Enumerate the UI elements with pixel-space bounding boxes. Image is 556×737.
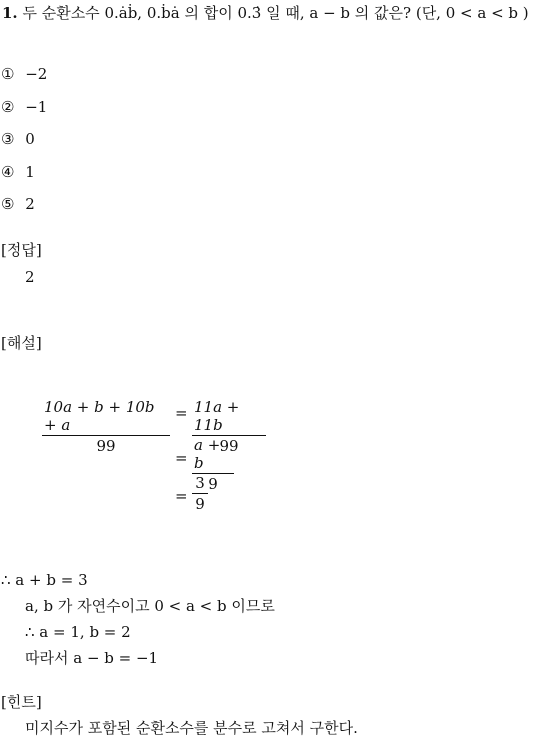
question-number: 1. bbox=[2, 4, 18, 22]
solution-line-3: ∴ a = 1, b = 2 bbox=[25, 623, 131, 641]
choice-3[interactable] bbox=[1, 130, 35, 148]
fraction-denominator: 9 bbox=[208, 475, 218, 493]
fraction-rhs-3 bbox=[192, 474, 208, 513]
choice-value: −1 bbox=[25, 98, 48, 116]
fraction-lhs bbox=[42, 398, 170, 455]
solution-line-4: 따라서 a − b = −1 bbox=[25, 649, 159, 667]
fraction-numerator: a + b bbox=[194, 436, 221, 472]
fraction-numerator: 3 bbox=[195, 474, 205, 492]
question-text: 두 순환소수 0.ȧḃ, 0.ḃȧ 의 합이 0.3̇ 일 때, a − b 의 값은? (단, 0 < a < b ) bbox=[22, 4, 529, 22]
question-line bbox=[2, 4, 529, 22]
choice-value: 2 bbox=[25, 195, 35, 213]
choice-mark: ④ bbox=[1, 163, 15, 181]
answer-label: [정답] bbox=[1, 241, 42, 259]
fraction-numerator: 11a + 11b bbox=[194, 398, 240, 434]
answer-value: 2 bbox=[25, 268, 35, 286]
choice-mark: ② bbox=[1, 98, 15, 116]
choice-value: 1 bbox=[25, 163, 35, 181]
fraction-numerator: 10a + b + 10b + a bbox=[44, 398, 155, 434]
choice-mark: ① bbox=[1, 65, 15, 83]
solution-line-1: ∴ a + b = 3 bbox=[1, 571, 88, 589]
fraction-bar bbox=[192, 493, 208, 494]
choice-mark: ⑤ bbox=[1, 195, 15, 213]
choice-4[interactable] bbox=[1, 163, 35, 181]
choice-2[interactable] bbox=[1, 98, 47, 116]
choice-value: 0 bbox=[25, 130, 35, 148]
equals-sign: = bbox=[175, 487, 188, 505]
hint-text: 미지수가 포함된 순환소수를 분수로 고쳐서 구한다. bbox=[25, 719, 358, 737]
fraction-bar bbox=[42, 435, 170, 436]
solution-label: [해설] bbox=[1, 334, 42, 352]
hint-label: [힌트] bbox=[1, 693, 42, 711]
fraction-denominator: 99 bbox=[96, 437, 116, 455]
choice-mark: ③ bbox=[1, 130, 15, 148]
choice-value: −2 bbox=[25, 65, 48, 83]
choice-5[interactable] bbox=[1, 195, 35, 213]
solution-line-2: a, b 가 자연수이고 0 < a < b 이므로 bbox=[25, 597, 275, 615]
equals-sign: = bbox=[175, 404, 188, 422]
fraction-denominator: 99 bbox=[219, 437, 239, 455]
equals-sign: = bbox=[175, 449, 188, 467]
choice-1[interactable] bbox=[1, 65, 47, 83]
fraction-denominator: 9 bbox=[195, 495, 205, 513]
